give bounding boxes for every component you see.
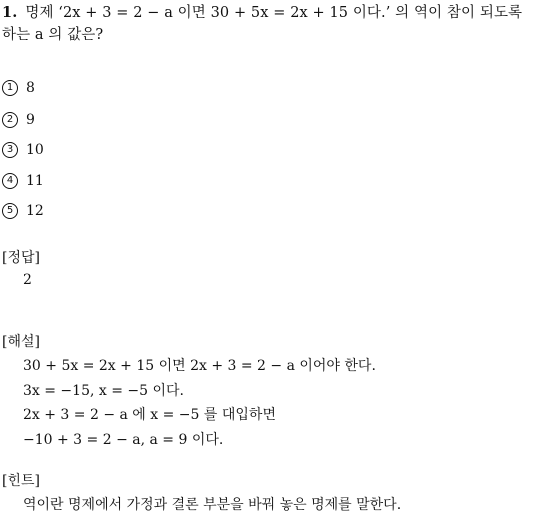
explanation-line-3: 2x + 3 = 2 − a 에 x = −5 를 대입하면	[23, 407, 276, 423]
explanation-line-1: 30 + 5x = 2x + 15 이면 2x + 3 = 2 − a 이어야 한다.	[23, 358, 376, 374]
explanation-line-4: −10 + 3 = 2 − a, a = 9 이다.	[23, 432, 224, 448]
choice-5-text: 12	[26, 203, 44, 219]
choice-3[interactable]	[2, 142, 44, 158]
explanation-line-2: 3x = −15, x = −5 이다.	[23, 383, 184, 399]
question-text-line-2: 하는 a 의 값은?	[2, 27, 104, 43]
choice-5-marker: 5	[2, 203, 18, 219]
hint-label: [힌트]	[2, 473, 40, 489]
choice-4-text: 11	[26, 173, 44, 189]
question-text-line-1: 명제 ‘2x + 3 = 2 − a 이면 30 + 5x = 2x + 15 이다.’ 의 역이 참이 되도록	[25, 5, 523, 21]
choice-5[interactable]	[2, 203, 44, 219]
choice-4[interactable]	[2, 173, 44, 189]
explanation-label: [해설]	[2, 334, 40, 350]
choice-1-text: 8	[26, 80, 35, 96]
choice-2-text: 9	[26, 112, 35, 128]
choice-2-marker: 2	[2, 112, 18, 128]
choice-3-text: 10	[26, 142, 44, 158]
choice-3-marker: 3	[2, 142, 18, 158]
answer-label: [정답]	[2, 250, 40, 266]
question-line-1	[2, 1, 522, 22]
choice-4-marker: 4	[2, 173, 18, 189]
answer-value: 2	[23, 272, 32, 288]
choice-2[interactable]	[2, 112, 35, 128]
question-number: 1.	[2, 4, 18, 21]
hint-text: 역이란 명제에서 가정과 결론 부분을 바꿔 놓은 명제를 말한다.	[23, 497, 402, 513]
choice-1-marker: 1	[2, 80, 18, 96]
choice-1[interactable]	[2, 80, 35, 96]
